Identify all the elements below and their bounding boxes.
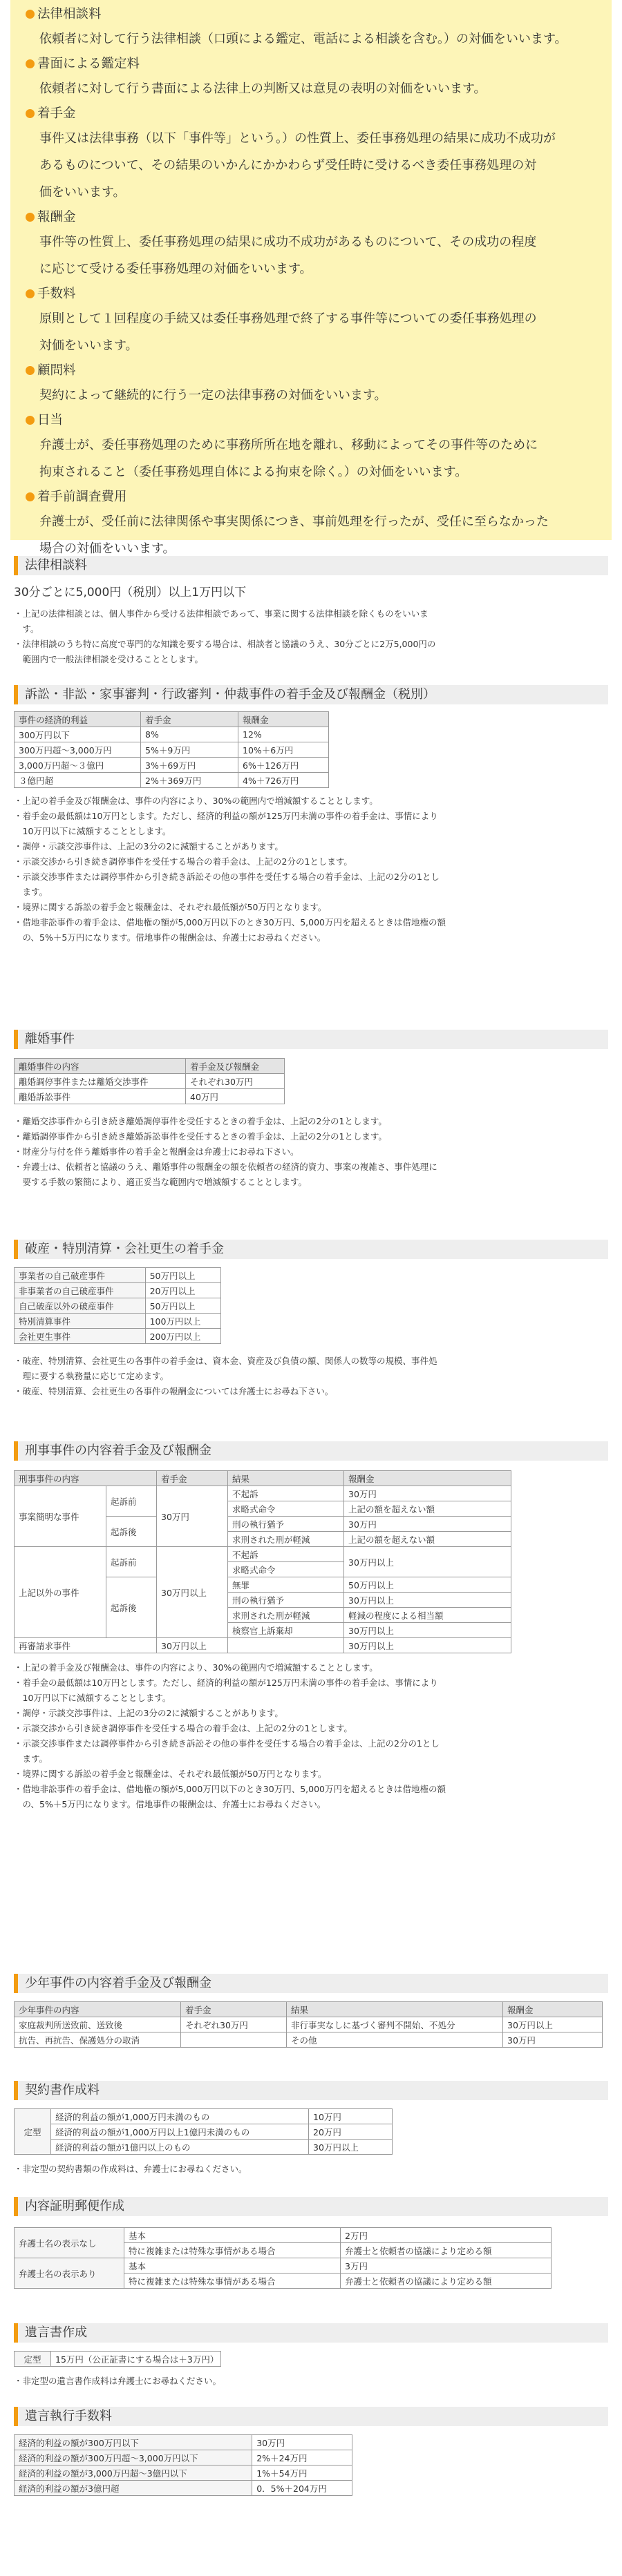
table-cell: 3,000万円超～３億円 — [15, 758, 141, 773]
section-certified-mail — [14, 2197, 608, 2289]
table-cell: 非事業者の自己破産事件 — [15, 1283, 146, 1298]
type-label: 定型 — [15, 2109, 51, 2155]
fee: 30万円以上 — [309, 2140, 393, 2155]
result: 無罪 — [228, 1577, 344, 1593]
table-row — [15, 1486, 511, 1501]
section-heading: 法律相談料 — [14, 556, 608, 575]
fee: 20万円 — [309, 2124, 393, 2140]
table-cell: 2%＋24万円 — [252, 2450, 352, 2466]
note-item: ・借地非訟事件の着手金は、借地権の額が5,000万円以下のとき30万円、5,000万円を超えるときは借地権の額 — [14, 1784, 446, 1794]
bullet-dot-icon — [26, 213, 35, 222]
table-row — [15, 2435, 352, 2450]
note-item: ・破産、特別清算、会社更生の各事件の報酬金については弁護士にお尋ね下さい。 — [14, 1386, 334, 1396]
stage: 起訴前 — [106, 1486, 157, 1517]
condition: 経済的利益の額が1,000万円以上1億円未満のもの — [51, 2124, 309, 2140]
definition-item — [26, 102, 596, 206]
table-row — [15, 1314, 221, 1329]
col-header: 着手金 — [181, 2002, 287, 2017]
note-item: ・示談交渉から引き続き調停事件を受任する場合の着手金は、上記の2分の1とします。 — [14, 1723, 352, 1733]
definitions-box — [10, 0, 612, 556]
contract-fee-table — [14, 2108, 393, 2155]
table-row — [15, 2481, 352, 2496]
definition-item — [26, 359, 596, 409]
stage: 起訴前 — [106, 1547, 157, 1577]
will-fee-table — [14, 2351, 221, 2367]
result: 求略式命令 — [228, 1562, 344, 1577]
fee: 10万円 — [309, 2109, 393, 2124]
section-contract — [14, 2081, 608, 2177]
table-row — [15, 2466, 352, 2481]
col-header: 着手金及び報酬金 — [186, 1059, 285, 1074]
definition-desc: 事件等の性質上、委任事務処理の結果に成功不成功があるものについて、その成功の程度 — [39, 235, 537, 249]
section-civil — [14, 685, 608, 945]
definition-desc: 契約によって継続的に行う一定の法律事務の対価をいいます。 — [39, 388, 387, 403]
section-will — [14, 2323, 608, 2389]
type-label: 定型 — [15, 2352, 51, 2367]
result: 刑の執行猶予 — [228, 1593, 344, 1608]
reward: 30万円以上 — [344, 1547, 511, 1577]
note-item: ・財産分与付を伴う離婚事件の着手金と報酬金は弁護士にお尋ね下さい。 — [14, 1146, 299, 1157]
note-item: 10万円以下に減額することとします。 — [14, 1693, 171, 1703]
table-cell: 0．5%＋204万円 — [252, 2481, 352, 2496]
section-heading: 遺言執行手数料 — [14, 2407, 608, 2426]
table-cell: 100万円以上 — [145, 1314, 220, 1329]
table-cell — [181, 2032, 287, 2048]
note-item: ます。 — [14, 887, 48, 897]
note-item: ・示談交渉事件または調停事件から引き続き訴訟その他の事件を受任する場合の着手金は、上記の2分の1とし — [14, 872, 440, 882]
retainer: 30万円以上 — [157, 1547, 228, 1638]
definition-term-text: 日当 — [37, 412, 64, 427]
retainer: 30万円 — [157, 1486, 228, 1547]
note-item: の、5%＋5万円になります。借地事件の報酬金は、弁護士にお尋ねください。 — [14, 932, 326, 943]
table-cell: 経済的利益の額が3億円超 — [15, 2481, 252, 2496]
table-row — [15, 1638, 511, 1653]
table-row — [15, 1074, 285, 1089]
note-item: す。 — [14, 624, 39, 634]
definition-term — [26, 3, 596, 26]
fee: 2万円 — [341, 2228, 552, 2243]
certified-mail-fee-table — [14, 2227, 552, 2289]
condition: 経済的利益の額が1億円以上のもの — [51, 2140, 309, 2155]
note-item: 要する手数の繁簡により、適正妥当な範囲内で増減額することとします。 — [14, 1177, 308, 1187]
table-cell: 200万円以上 — [145, 1329, 220, 1344]
table-row — [15, 1283, 221, 1298]
bullet-dot-icon — [26, 59, 35, 68]
note-item: ます。 — [14, 1753, 48, 1764]
reward: 30万円以上 — [344, 1638, 511, 1653]
table-cell: 40万円 — [186, 1089, 285, 1104]
definition-desc: 対価をいいます。 — [39, 338, 138, 353]
table-cell: それぞれ30万円 — [186, 1074, 285, 1089]
col-header: 報酬金 — [344, 1471, 511, 1486]
notes-list — [14, 2162, 608, 2177]
note-item: ・法律相談のうち特に高度で専門的な知識を要する場合は、相談者と協議のうえ、30分ごとに2万5,000円の — [14, 639, 436, 649]
bullet-dot-icon — [26, 109, 35, 118]
table-cell: 3%＋69万円 — [141, 758, 238, 773]
table-cell: 経済的利益の額が3,000万円超～3億円以下 — [15, 2466, 252, 2481]
bullet-dot-icon — [26, 416, 35, 425]
table-row — [15, 2352, 221, 2367]
definition-term — [26, 409, 596, 432]
table-cell: その他 — [287, 2032, 503, 2048]
definition-term — [26, 206, 596, 229]
result: 求略式命令 — [228, 1501, 344, 1517]
table-cell: 特別清算事件 — [15, 1314, 146, 1329]
table-cell: 家庭裁判所送致前、送致後 — [15, 2017, 181, 2032]
table-row — [15, 758, 329, 773]
result: 検察官上訴棄却 — [228, 1623, 344, 1638]
table-cell: 12% — [238, 727, 329, 742]
table-row — [15, 2032, 603, 2048]
table-cell: 8% — [141, 727, 238, 742]
definition-term — [26, 359, 596, 382]
definition-term-text: 法律相談料 — [37, 6, 102, 21]
definition-item — [26, 52, 596, 102]
condition: 特に複雑または特殊な事情がある場合 — [124, 2243, 341, 2258]
definition-desc: 弁護士が、受任前に法律関係や事実関係につき、事前処理を行ったが、受任に至らなかった — [39, 515, 549, 529]
fee: 3万円 — [341, 2258, 552, 2274]
divorce-fee-table — [14, 1058, 285, 1104]
note-item: ・調停・示談交渉事件は、上記の3分の2に減額することがあります。 — [14, 841, 283, 852]
table-row — [15, 773, 329, 788]
stage: 起訴後 — [106, 1577, 157, 1638]
notes-list — [14, 1354, 608, 1399]
civil-fee-table — [14, 711, 329, 788]
table-row — [15, 2017, 603, 2032]
section-heading: 破産・特別清算・会社更生の着手金 — [14, 1240, 608, 1259]
definition-desc: 事件又は法律事務（以下「事件等」という。）の性質上、委任事務処理の結果に成功不成功が — [39, 131, 556, 146]
table-header-row — [15, 2002, 603, 2017]
fee: 弁護士と依頼者の協議により定める額 — [341, 2243, 552, 2258]
table-cell: 2%＋369万円 — [141, 773, 238, 788]
table-row — [15, 2124, 393, 2140]
type-label: 弁護士名の表示あり — [15, 2258, 124, 2289]
table-cell: 経済的利益の額が300万円超～3,000万円以下 — [15, 2450, 252, 2466]
note-item: ・離婚交渉事件から引き続き離婚調停事件を受任するときの着手金は、上記の2分の1とします。 — [14, 1116, 387, 1126]
note-item: ・上記の法律相談とは、個人事件から受ける法律相談であって、事業に関する法律相談を除くものをいいま — [14, 608, 428, 619]
section-heading: 契約書作成料 — [14, 2081, 608, 2100]
definition-desc: 弁護士が、委任事務処理のために事務所所在地を離れ、移動によってその事件等のために — [39, 438, 538, 452]
reward: 上記の額を超えない額 — [344, 1501, 511, 1517]
table-row — [15, 727, 329, 742]
notes-list — [14, 1660, 608, 1812]
table-cell: 50万円以上 — [145, 1268, 220, 1283]
case-type: 事案簡明な事件 — [15, 1486, 106, 1547]
reward: 上記の額を超えない額 — [344, 1532, 511, 1547]
table-cell: 1%＋54万円 — [252, 2466, 352, 2481]
type-label: 弁護士名の表示なし — [15, 2228, 124, 2258]
table-row — [15, 2140, 393, 2155]
note-item: ・弁護士は、依頼者と協議のうえ、離婚事件の報酬金の額を依頼者の経済的資力、事案の複雑さ、事件処理に — [14, 1162, 437, 1172]
section-consultation — [14, 556, 608, 667]
note-item: ・非定型の契約書類の作成料は、弁護士にお尋ねください。 — [14, 2164, 247, 2174]
bullet-dot-icon — [26, 289, 35, 298]
notes-list — [14, 794, 608, 945]
reward: 30万円以上 — [344, 1623, 511, 1638]
definition-item — [26, 206, 596, 282]
table-cell: 離婚訴訟事件 — [15, 1089, 186, 1104]
definition-desc: 価をいいます。 — [39, 185, 126, 200]
definition-item — [26, 3, 596, 52]
fee: 弁護士と依頼者の協議により定める額 — [341, 2274, 552, 2289]
definition-item — [26, 282, 596, 359]
table-row — [15, 1089, 285, 1104]
section-heading: 少年事件の内容着手金及び報酬金 — [14, 1974, 608, 1993]
col-header: 結果 — [287, 2002, 503, 2017]
table-row — [15, 2258, 552, 2274]
definition-term-text: 書面による鑑定料 — [37, 56, 140, 71]
table-cell: 6%＋126万円 — [238, 758, 329, 773]
table-cell: 20万円以上 — [145, 1283, 220, 1298]
table-cell: 30万円 — [252, 2435, 352, 2450]
table-row — [15, 742, 329, 758]
note-item: 10万円以下に減額することとします。 — [14, 826, 171, 836]
definition-item — [26, 486, 596, 562]
executor-fee-table — [14, 2434, 352, 2496]
section-heading: 訴訟・非訟・家事審判・行政審判・仲裁事件の着手金及び報酬金（税別） — [14, 685, 608, 704]
table-cell: 4%＋726万円 — [238, 773, 329, 788]
retainer: 30万円以上 — [157, 1638, 228, 1653]
table-cell: 50万円以上 — [145, 1298, 220, 1314]
table-row — [15, 2450, 352, 2466]
note-item: ・破産、特別清算、会社更生の各事件の着手金は、資本金、資産及び負債の額、関係人の数等の規模、事件処 — [14, 1356, 437, 1366]
table-header-row — [15, 1471, 511, 1486]
note-item: ・境界に関する訴訟の着手金と報酬金は、それぞれ最低額が50万円となります。 — [14, 1769, 327, 1779]
note-item: ・上記の着手金及び報酬金は、事件の内容により、30%の範囲内で増減額することとします。 — [14, 1662, 378, 1673]
note-item: 範囲内で一般法律相談を受けることとします。 — [14, 654, 204, 664]
note-item: ・調停・示談交渉事件は、上記の3分の2に減額することがあります。 — [14, 1708, 283, 1718]
condition: 経済的利益の額が1,000万円未満のもの — [51, 2109, 309, 2124]
col-header: 結果 — [228, 1471, 344, 1486]
note-item: ・境界に関する訴訟の着手金と報酬金は、それぞれ最低額が50万円となります。 — [14, 902, 327, 912]
table-row — [15, 1547, 511, 1562]
condition: 特に複雑または特殊な事情がある場合 — [124, 2274, 341, 2289]
consultation-fee: 30分ごとに5,000円（税別）以上1万円以下 — [14, 586, 247, 599]
stage: 起訴後 — [106, 1517, 157, 1547]
col-header: 着手金 — [141, 712, 238, 727]
reward: 50万円以上 — [344, 1577, 511, 1593]
bankruptcy-fee-table — [14, 1267, 221, 1344]
criminal-fee-table — [14, 1470, 511, 1653]
definition-desc: 依頼者に対して行う法律相談（口頭による鑑定、電話による相談を含む。）の対価をいいます。 — [39, 32, 567, 46]
table-row — [15, 2109, 393, 2124]
note-item: の、5%＋5万円になります。借地事件の報酬金は、弁護士にお尋ねください。 — [14, 1799, 326, 1809]
col-header: 離婚事件の内容 — [15, 1059, 186, 1074]
table-cell: それぞれ30万円 — [181, 2017, 287, 2032]
table-cell: 経済的利益の額が300万円以下 — [15, 2435, 252, 2450]
table-cell: 30万円 — [503, 2032, 603, 2048]
section-divorce — [14, 1030, 608, 1190]
col-header: 刑事事件の内容 — [15, 1471, 157, 1486]
definition-item — [26, 409, 596, 486]
definition-desc: 依頼者に対して行う書面による法律上の判断又は意見の表明の対価をいいます。 — [39, 81, 487, 96]
bullet-dot-icon — [26, 492, 35, 501]
result: 刑の執行猶予 — [228, 1517, 344, 1532]
definition-term-text: 手数料 — [37, 286, 76, 301]
definition-desc: 原則として１回程度の手続又は委任事務処理で終了する事件等についての委任事務処理の — [39, 311, 537, 326]
col-header: 少年事件の内容 — [15, 2002, 181, 2017]
table-cell: ３億円超 — [15, 773, 141, 788]
note-item: ・離婚調停事件から引き続き離婚訴訟事件を受任するときの着手金は、上記の2分の1とします。 — [14, 1131, 387, 1142]
definition-term-text: 顧問料 — [37, 363, 76, 378]
section-heading: 遺言書作成 — [14, 2323, 608, 2343]
table-cell: 会社更生事件 — [15, 1329, 146, 1344]
definition-desc: 場合の対価をいいます。 — [39, 541, 176, 556]
section-bankruptcy — [14, 1240, 608, 1399]
table-cell: 事業者の自己破産事件 — [15, 1268, 146, 1283]
condition: 基本 — [124, 2258, 341, 2274]
definition-term — [26, 282, 596, 305]
note-item: ・借地非訟事件の着手金は、借地権の額が5,000万円以下のとき30万円、5,000万円を超えるときは借地権の額 — [14, 917, 446, 927]
bullet-dot-icon — [26, 366, 35, 375]
bullet-dot-icon — [26, 10, 35, 19]
definition-term-text: 着手前調査費用 — [37, 489, 127, 504]
table-cell: 自己破産以外の破産事件 — [15, 1298, 146, 1314]
section-heading: 離婚事件 — [14, 1030, 608, 1049]
definition-term — [26, 52, 596, 75]
section-heading: 刑事事件の内容着手金及び報酬金 — [14, 1441, 608, 1461]
table-row — [15, 1268, 221, 1283]
note-item: ・上記の着手金及び報酬金は、事件の内容により、30%の範囲内で増減額することとします。 — [14, 796, 378, 806]
note-item: ・着手金の最低額は10万円とします。ただし、経済的利益の額が125万円未満の事件の着手金は、事情により — [14, 1678, 438, 1688]
result: 不起訴 — [228, 1547, 344, 1562]
table-row — [15, 1298, 221, 1314]
section-heading: 内容証明郵便作成 — [14, 2197, 608, 2216]
result: 求刑された刑が軽減 — [228, 1532, 344, 1547]
table-header-row — [15, 1059, 285, 1074]
section-executor — [14, 2407, 608, 2496]
col-header: 事件の経済的利益 — [15, 712, 141, 727]
table-cell: 5%＋9万円 — [141, 742, 238, 758]
col-header: 報酬金 — [503, 2002, 603, 2017]
notes-list — [14, 1114, 608, 1190]
reward: 軽減の程度による相当額 — [344, 1608, 511, 1623]
col-header: 報酬金 — [238, 712, 329, 727]
condition: 基本 — [124, 2228, 341, 2243]
result: 不起訴 — [228, 1486, 344, 1501]
table-cell: 300万円以下 — [15, 727, 141, 742]
table-cell: 離婚調停事件または離婚交渉事件 — [15, 1074, 186, 1089]
definition-desc: に応じて受ける委任事務処理の対価をいいます。 — [39, 262, 312, 276]
reward: 30万円以上 — [344, 1593, 511, 1608]
definition-term-text: 着手金 — [37, 106, 76, 121]
definition-term — [26, 486, 596, 508]
table-header-row — [15, 712, 329, 727]
reward: 30万円 — [344, 1517, 511, 1532]
definition-desc: 拘束されること（委任事務処理自体による拘束を除く。）の対価をいいます。 — [39, 465, 468, 479]
notes-list — [14, 606, 608, 667]
table-cell: 10%＋6万円 — [238, 742, 329, 758]
note-item: ・示談交渉から引き続き調停事件を受任する場合の着手金は、上記の2分の1とします。 — [14, 856, 352, 867]
col-header: 着手金 — [157, 1471, 228, 1486]
result: 求刑された刑が軽減 — [228, 1608, 344, 1623]
table-row — [15, 1329, 221, 1344]
result — [228, 1638, 344, 1653]
definition-desc: あるものについて、その結果のいかんにかかわらず受任時に受けるべき委任事務処理の対 — [39, 158, 537, 173]
section-juvenile — [14, 1974, 608, 2048]
definition-term — [26, 102, 596, 125]
note-item: ・着手金の最低額は10万円とします。ただし、経済的利益の額が125万円未満の事件の着手金は、事情により — [14, 811, 438, 821]
table-cell: 30万円以上 — [503, 2017, 603, 2032]
definition-term-text: 報酬金 — [37, 209, 76, 224]
note-item: 理に要する執務量に応じて定めます。 — [14, 1371, 169, 1381]
case-type: 上記以外の事件 — [15, 1547, 106, 1638]
section-criminal — [14, 1441, 608, 1812]
table-cell: 300万円超～3,000万円 — [15, 742, 141, 758]
reward: 30万円 — [344, 1486, 511, 1501]
notes-list — [14, 2374, 608, 2389]
table-cell: 抗告、再抗告、保護処分の取消 — [15, 2032, 181, 2048]
case-type: 再審請求事件 — [15, 1638, 157, 1653]
note-item: ・非定型の遺言書作成料は弁護士にお尋ねください。 — [14, 2376, 222, 2386]
table-cell: 非行事実なしに基づく審判不開始、不処分 — [287, 2017, 503, 2032]
table-row — [15, 2228, 552, 2243]
fee: 15万円（公正証書にする場合は＋3万円） — [51, 2352, 221, 2367]
juvenile-fee-table — [14, 2001, 603, 2048]
note-item: ・示談交渉事件または調停事件から引き続き訴訟その他の事件を受任する場合の着手金は、上記の2分の1とし — [14, 1738, 440, 1749]
